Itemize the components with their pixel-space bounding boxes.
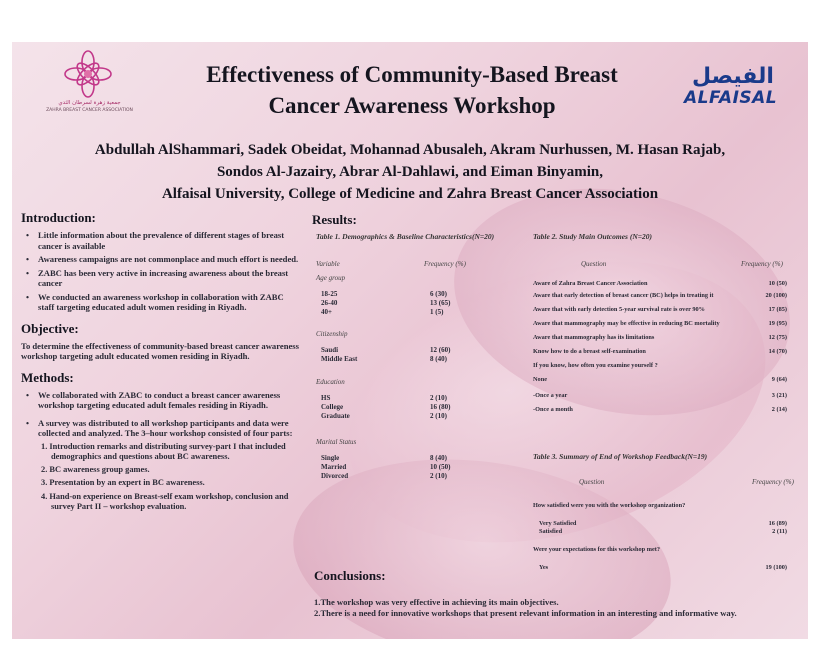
answer-cell: Yes	[539, 564, 549, 571]
value-cell: 16 (89)	[768, 520, 787, 527]
group-label: Education	[316, 378, 345, 386]
table-row	[316, 330, 516, 366]
table-cell: College	[321, 403, 344, 411]
zahra-logo	[42, 50, 137, 125]
table-row	[533, 362, 808, 372]
alfaisal-logo	[684, 64, 784, 109]
table2-caption: Table 2. Study Main Outcomes (N=20)	[533, 232, 653, 241]
conclusion-line-2: 2.There is a need for innovative workshops that present relevant information in an interesting and informative way.	[314, 607, 737, 618]
table-row	[533, 320, 808, 330]
table-row	[533, 546, 808, 556]
list-item: • A survey was distributed to all workshop participants and data were collected and analyzed. The 3–hour workshop consisted of four parts:	[21, 418, 301, 439]
table-cell: 26-40	[321, 299, 338, 307]
table3-header-frequency: Frequency (%)	[752, 478, 794, 486]
table-row	[533, 348, 808, 358]
list-item: • We conducted an awareness workshop in collaboration with ZABC staff targeting educated adult women residing in Riyadh.	[21, 292, 301, 313]
results-heading: Results:	[312, 212, 357, 227]
table-cell: 18-25	[321, 290, 338, 298]
answer-cell: Satisfied	[539, 528, 563, 535]
category-cells	[321, 454, 348, 481]
table-row	[533, 406, 808, 416]
group-label: Marital Status	[316, 438, 357, 446]
value-cells	[430, 290, 450, 317]
group-label: Citizenship	[316, 330, 348, 338]
question-cell: Were your expectations for this workshop met?	[533, 546, 660, 553]
question-cell: Aware that with early detection 5-year survival rate is over 90%	[533, 306, 705, 313]
authors-line-1: Abdullah AlShammari, Sadek Obeidat, Mohannad Abusaleh, Akram Nurhussen, M. Hasan Rajab,	[94, 142, 726, 158]
alfaisal-logo-arabic: الفيصل	[692, 64, 774, 89]
value-cell: 17 (85)	[768, 306, 787, 313]
zahra-logo-english: ZAHRA BREAST CANCER ASSOCIATION	[46, 108, 133, 113]
objective-text: To determine the effectiveness of community-based breast cancer awareness workshop targeting adult educated women residing in Riyadh.	[21, 340, 299, 361]
value-cell: 3 (21)	[771, 392, 787, 399]
value-cell: 9 (64)	[771, 376, 787, 383]
value-cell: 10 (50)	[768, 280, 787, 287]
value-cell: 20 (100)	[765, 292, 787, 299]
table2-header-frequency: Frequency (%)	[741, 260, 783, 268]
table-cell: 2 (10)	[430, 472, 447, 480]
table-row	[533, 334, 808, 344]
answer-cell: Very Satisfied	[539, 520, 577, 527]
question-cell: Aware that early detection of breast cancer (BC) helps in treating it	[533, 292, 714, 299]
value-cell: 19 (100)	[765, 564, 787, 571]
list-item: 1. Introduction remarks and distributing survey-part I that included demographics and questions about BC awareness.	[41, 441, 286, 461]
question-cell: None	[533, 376, 547, 383]
list-item: • ZABC has been very active in increasing awareness about the breast cancer	[21, 268, 301, 289]
table-cell: 2 (10)	[430, 394, 447, 402]
list-item: 4. Hand-on experience on Breast-self exam workshop, conclusion and survey Part II – workshop evaluation.	[41, 491, 289, 511]
title-line-1: Effectiveness of Community-Based Breast	[206, 62, 618, 87]
list-item: 2. BC awareness group games.	[41, 465, 150, 475]
table-cell: Married	[321, 463, 347, 471]
table-cell: 6 (30)	[430, 290, 447, 298]
table-cell: 40+	[321, 308, 332, 316]
table-cell: Single	[321, 454, 340, 462]
category-cells	[321, 346, 357, 364]
left-column	[21, 210, 301, 515]
table-row	[533, 376, 808, 386]
category-cells	[321, 394, 350, 421]
question-cell: -Once a year	[533, 392, 568, 399]
table-cell: 1 (5)	[430, 308, 444, 316]
conclusions-section	[314, 568, 794, 618]
methods-heading: Methods:	[21, 369, 74, 385]
table3-caption: Table 3. Summary of End of Workshop Feedback(N=19)	[533, 452, 708, 461]
table1-header-frequency: Frequency (%)	[424, 260, 466, 268]
table-cell: 8 (40)	[430, 454, 447, 462]
question-cell: Know how to do a breast self-examination	[533, 348, 646, 355]
list-item: • We collaborated with ZABC to conduct a breast cancer awareness workshop targeting educated adult females residing in Riyadh.	[21, 390, 301, 411]
table-cell: Graduate	[321, 412, 350, 420]
table1-caption: Table 1. Demographics & Baseline Characteristics(N=20)	[316, 232, 495, 241]
alfaisal-logo-english: ALFAISAL	[684, 88, 778, 108]
question-cell: Aware of Zahra Breast Cancer Association	[533, 280, 648, 287]
table-cell: 2 (10)	[430, 412, 447, 420]
value-cell: 19 (95)	[768, 320, 787, 327]
table1-header-variable: Variable	[316, 260, 340, 268]
value-cells	[430, 454, 450, 481]
table-row	[533, 392, 808, 402]
table2-header-question: Question	[581, 260, 607, 268]
value-cell: 14 (70)	[768, 348, 787, 355]
author-list	[52, 139, 768, 205]
value-cells	[430, 346, 450, 364]
methods-list	[21, 390, 301, 439]
conclusions-heading: Conclusions:	[314, 568, 386, 583]
table-cell: Middle East	[321, 355, 358, 363]
flower-logo-icon	[64, 50, 112, 98]
introduction-heading: Introduction:	[21, 210, 96, 225]
title-line-2: Cancer Awareness Workshop	[268, 93, 556, 118]
table-row	[533, 292, 808, 302]
list-item: • Little information about the prevalence of different stages of breast cancer is available	[21, 230, 301, 251]
value-cells	[430, 394, 450, 421]
table-row	[533, 502, 808, 512]
value-cell: 2 (14)	[771, 406, 787, 413]
question-cell: Aware that mammography may be effective in reducing BC mortality	[533, 320, 720, 327]
poster	[12, 42, 808, 639]
conclusion-line-1: 1.The workshop was very effective in achieving its main objectives.	[314, 597, 559, 607]
table-cell: 8 (40)	[430, 355, 447, 363]
table-row	[316, 378, 516, 420]
table-row	[533, 280, 808, 290]
table-cell: 16 (80)	[430, 403, 451, 411]
authors-line-2: Sondos Al-Jazairy, Abrar Al-Dahlawi, and Eiman Binyamin,	[216, 164, 604, 180]
authors-line-3: Alfaisal University, College of Medicine and Zahra Breast Cancer Association	[161, 186, 659, 202]
question-cell: Aware that mammography has its limitations	[533, 334, 655, 341]
question-cell: If you know, how often you examine yourself ?	[533, 362, 658, 369]
value-cell: 12 (75)	[768, 334, 787, 341]
table-cell: Divorced	[321, 472, 349, 480]
poster-title	[142, 59, 682, 121]
objective-heading: Objective:	[21, 320, 79, 336]
value-cell: 2 (11)	[772, 528, 787, 535]
introduction-list	[21, 230, 301, 313]
table-cell: HS	[321, 394, 331, 402]
table-cell: 10 (50)	[430, 463, 451, 471]
question-cell: -Once a month	[533, 406, 573, 413]
table-row	[316, 438, 516, 480]
table-row	[533, 306, 808, 316]
table-cell: Saudi	[321, 346, 339, 354]
table3-header-question: Question	[579, 478, 605, 486]
table-row	[533, 528, 808, 538]
table-cell: 13 (65)	[430, 299, 451, 307]
table-row	[316, 274, 516, 316]
question-cell: How satisfied were you with the workshop organization?	[533, 502, 686, 509]
group-label: Age group	[316, 274, 346, 282]
category-cells	[321, 290, 337, 317]
zahra-logo-arabic: جمعية زهرة لسرطان الثدي	[58, 100, 121, 106]
methods-steps	[21, 442, 301, 513]
list-item: • Awareness campaigns are not commonplace and much effort is needed.	[21, 254, 301, 265]
table-cell: 12 (60)	[430, 346, 451, 354]
list-item: 3. Presentation by an expert in BC awareness.	[41, 478, 205, 488]
